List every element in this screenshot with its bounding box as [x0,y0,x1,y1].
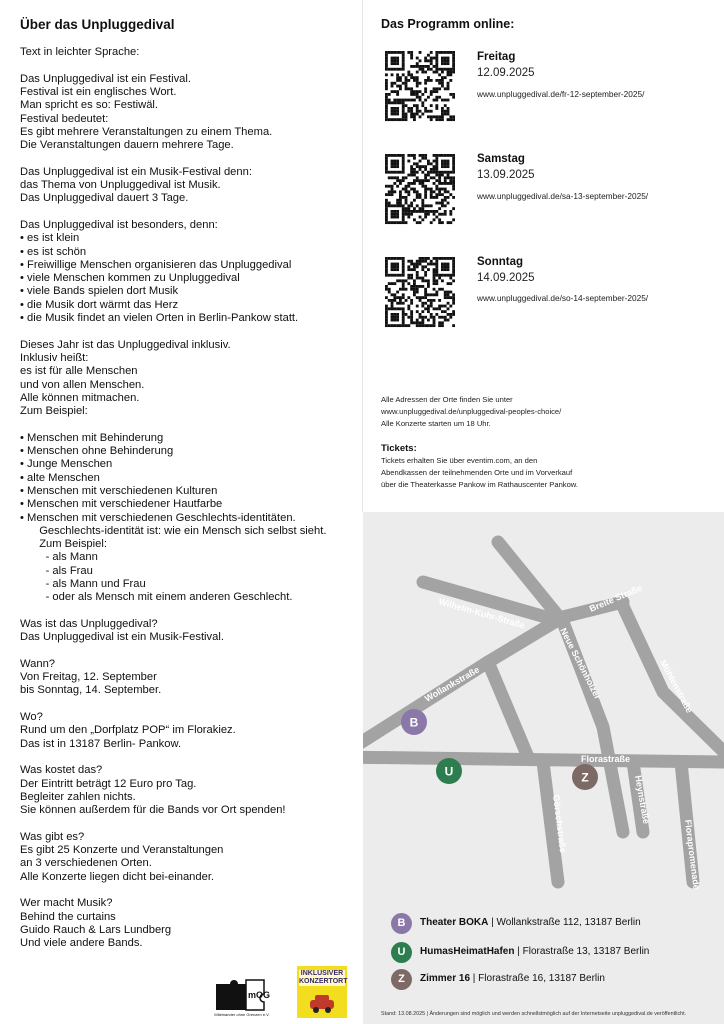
text-line: Text in leichter Sprache: [20,46,140,58]
road-hidden [541,620,565,760]
text-line: Von Freitag, 12. September [20,671,157,684]
label-florapromenade: Florapromenade [683,819,702,891]
qr-code-friday[interactable] [385,50,455,122]
street-map [363,512,724,912]
qr-code-saturday[interactable] [385,153,455,225]
car-icon [307,992,337,1014]
text-line: Das Unpluggedival dauert 3 Tage. [20,192,189,205]
text-line: - oder als Mensch mit einem anderen Geschlecht. [45,591,293,604]
text-line: bis Sonntag, 14. September. [20,684,162,697]
text-line: Wo? [20,711,43,723]
text-line: Wer macht Musik? [20,897,113,910]
text-line: Zum Beispiel: [39,538,107,551]
text-line: Das ist in 13187 Berlin- Pankow. [20,737,182,750]
text-line: - als Mann [45,551,98,564]
svg-text:Z: Z [581,770,589,785]
text-line: Dieses Jahr ist das Unpluggedival inklusiv. [20,338,231,351]
text-line: • Menschen mit verschiedenen Kulturen [20,484,218,497]
date-friday: 12.09.2025 [477,67,535,79]
tickets-heading: Tickets: [381,443,417,454]
text-line: Rund um den „Dorfplatz POP“ im Florakiez. [20,724,236,737]
venue-b-address: | Wollankstraße 112, 13187 Berlin [488,917,641,928]
text-line: Was gibt es? [20,830,85,843]
logo-caption: Miteinander ohne Grenzen e.V. [214,1012,270,1017]
road-wollank-side [488,662,528,757]
miteinander-ohne-grenzen-logo [212,976,272,1018]
text-line: Sie können außerdem für die Bands vor Ort spenden! [20,804,286,817]
tickets-text-1: Tickets erhalten Sie über eventim.com, an den [381,456,538,465]
label-goersch: Görschstraße [551,794,569,854]
footer-note: Stand: 13.08.2025 | Änderungen sind möglich und werden schnellstmöglich auf der Internetseite unpluggedival.de veröffentlicht. [381,1011,687,1017]
date-sunday: 14.09.2025 [477,272,535,284]
text-line: Die Veranstaltungen dauern mehrere Tage. [20,139,234,152]
date-saturday: 13.09.2025 [477,169,535,181]
qr-code-sunday[interactable] [385,256,455,328]
text-line: • es ist schön [20,245,87,258]
text-line: Es gibt mehrere Veranstaltungen zu einem Thema. [20,125,273,138]
venue-z-address: | Florastraße 16, 13187 Berlin [470,973,605,984]
text-line: • viele Menschen kommen zu Unpluggedival [20,272,240,285]
text-line: Das Unpluggedival ist besonders, denn: [20,218,218,231]
badge-text: INKLUSIVER KONZERTORT [299,970,348,985]
text-line: Festival bedeutet: [20,112,109,125]
program-section [363,0,724,512]
addresses-note-1: Alle Adressen der Orte finden Sie unter [381,395,513,404]
url-sunday[interactable]: www.unpluggedival.de/so-14-september-2025/ [477,293,649,303]
text-line: Inklusiv heißt: [20,351,89,364]
text-line: Was ist das Unpluggedival? [20,617,158,630]
url-friday[interactable]: www.unpluggedival.de/fr-12-september-2025/ [477,89,645,99]
text-line: Alle können mitmachen. [20,391,140,404]
text-line: Das Unpluggedival ist ein Festival. [20,72,192,85]
day-friday: Freitag [477,51,516,63]
addresses-note-3: Alle Konzerte starten um 18 Uhr. [381,419,491,428]
label-heyn: Heynstraße [633,774,652,825]
text-line: • Menschen mit verschiedener Hautfarbe [20,498,223,511]
text-line: Und viele andere Bands. [20,937,143,950]
text-line: Man spricht es so: Festiwäl. [20,99,159,112]
venue-z-badge: Z [391,969,412,990]
tickets-text-2: Abendkassen der teilnehmenden Orte und im Vorverkauf [381,468,573,477]
label-muehlen: Mühlenstraße [658,658,695,715]
venue-b-badge: B [391,913,412,934]
label-breite: Breite Straße [587,582,644,614]
label-wollank: Wollankstraße [423,664,482,704]
marker-theater-boka[interactable] [401,709,427,735]
text-line: - als Mann und Frau [45,578,146,590]
text-line: • alte Menschen [20,471,100,484]
url-saturday[interactable]: www.unpluggedival.de/sa-13-september-2025/ [477,191,649,201]
label-flora: Florastraße [581,754,631,764]
text-line: Behind the curtains [20,910,116,923]
text-line: • die Musik dort wärmt das Herz [20,298,179,311]
program-title: Das Programm online: [381,17,515,31]
text-line: • Menschen ohne Behinderung [20,445,174,457]
text-line: Der Eintritt beträgt 12 Euro pro Tag. [20,777,197,790]
text-line: Das Unpluggedival ist ein Musik-Festival denn: [20,165,252,178]
text-line: Zum Beispiel: [20,405,88,418]
left-title: Über das Unpluggedival [20,17,175,32]
day-saturday: Samstag [477,153,525,165]
marker-zimmer-16[interactable] [572,764,598,790]
text-line: Begleiter zahlen nichts. [20,790,136,803]
text-line: • es ist klein [20,232,80,245]
text-line: Das Unpluggedival ist ein Musik-Festival. [20,631,224,644]
text-line: Wann? [20,657,56,670]
text-line: Guido Rauch & Lars Lundberg [20,923,172,936]
venue-b-name: Theater BOKA [420,917,489,928]
venue-u-badge: U [391,942,412,963]
text-line: - als Frau [45,564,93,577]
text-line: • die Musik findet an vielen Orten in Berlin-Pankow statt. [20,312,299,324]
text-line: es ist für alle Menschen [20,365,138,378]
text-line: • Menschen mit Behinderung [20,431,164,444]
label-wilhelm-kuhr: Wilhelm-Kuhr-Straße [437,596,527,631]
text-line: Festival ist ein englisches Wort. [20,85,177,98]
addresses-note-2[interactable]: www.unpluggedival.de/unpluggedival-peoples-choice/ [381,407,562,416]
venue-z-name: Zimmer 16 [420,973,471,984]
text-line: • Junge Menschen [20,458,113,471]
day-sunday: Sonntag [477,256,523,268]
venue-u-address: | Florastraße 13, 13187 Berlin [514,946,650,957]
text-line: Es gibt 25 Konzerte und Veranstaltungen [20,844,224,856]
text-line: • Freiwillige Menschen organisieren das Unpluggedival [20,258,292,271]
text-line: das Thema von Unpluggedival ist Musik. [20,179,221,191]
inklusiver-konzertort-badge [297,966,347,1018]
svg-text:mOG: mOG [248,990,271,1000]
svg-text:U: U [444,764,454,779]
marker-humasheimathafen[interactable] [436,758,462,784]
svg-text:B: B [409,715,419,730]
venue-u-name: HumasHeimatHafen [420,946,515,957]
text-line: • viele Bands spielen dort Musik [20,285,179,298]
tickets-text-3: über die Theaterkasse Pankow im Rathauscenter Pankow. [381,480,578,489]
text-line: Geschlechts-identität ist: wie ein Mensch sich selbst sieht. [39,524,327,537]
map-section [363,512,724,1024]
text-line: • Menschen mit verschiedenen Geschlechts-identitäten. [20,511,296,524]
label-neue-schoenholzer: Neue Schönholzer [558,626,603,701]
text-line: Was kostet das? [20,764,103,777]
text-line: und von allen Menschen. [20,378,145,391]
text-line: Alle Konzerte liegen dicht bei-einander. [20,870,215,883]
text-line: an 3 verschiedenen Orten. [20,857,152,870]
